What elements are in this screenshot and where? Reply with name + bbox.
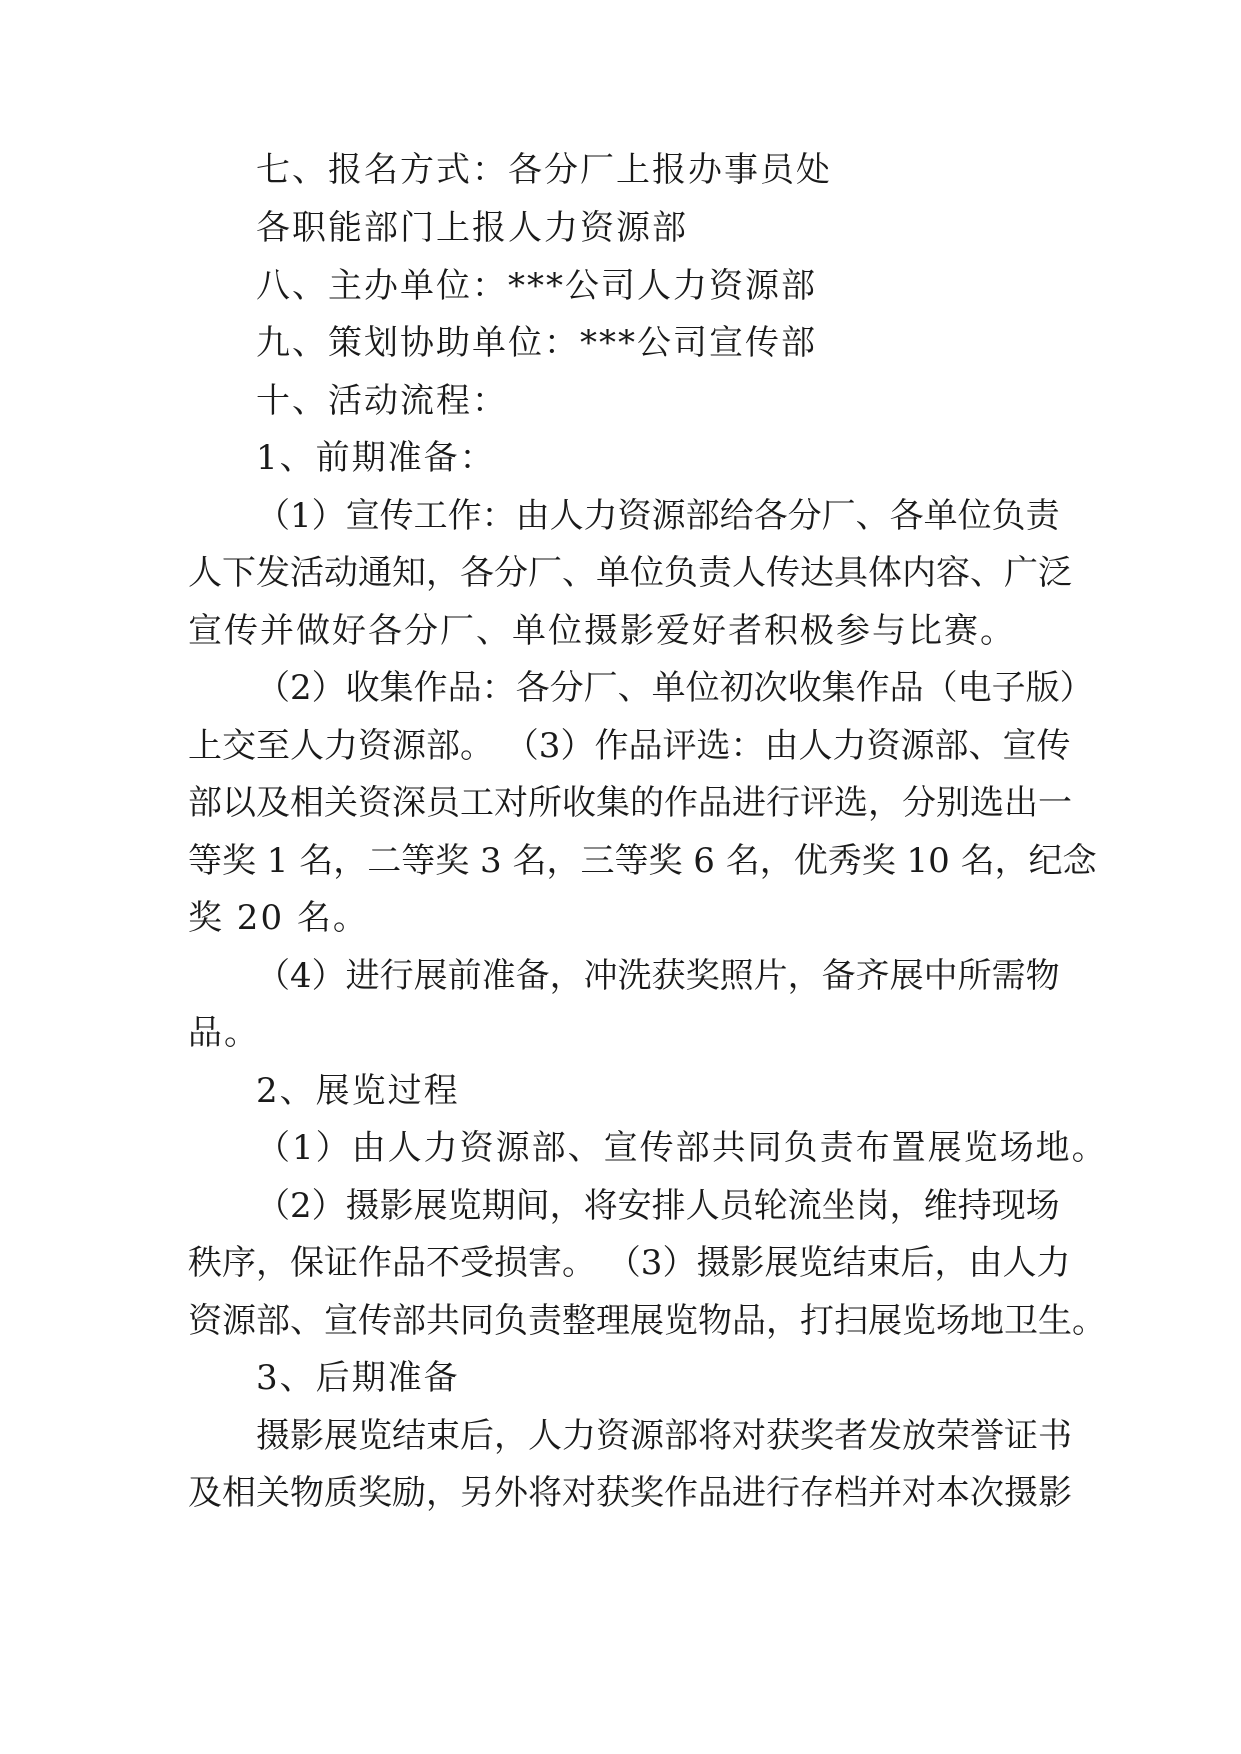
text-line-judging-2: 等奖 1 名，二等奖 3 名，三等奖 6 名，优秀奖 10 名，纪念 — [188, 841, 1097, 881]
text-line-activity-process-heading: 十、活动流程： — [256, 381, 508, 421]
text-line-preparation-heading: 1、前期准备： — [256, 438, 496, 478]
text-line-publicity-2: 人下发活动通知，各分厂、单位负责人传达具体内容、广泛 — [188, 553, 1072, 593]
text-line-registration-method: 七、报名方式：各分厂上报办事员处 — [256, 150, 832, 190]
text-line-collect-1: （2）收集作品：各分厂、单位初次收集作品（电子版） — [256, 668, 1094, 708]
text-line-departments-report: 各职能部门上报人力资源部 — [256, 208, 688, 248]
text-line-publicity-3: 宣传并做好各分厂、单位摄影爱好者积极参与比赛。 — [188, 611, 1016, 651]
text-line-exhibition-duty-1: （2）摄影展览期间，将安排人员轮流坐岗，维持现场 — [256, 1186, 1060, 1226]
text-line-exhibition-cleanup: 资源部、宣传部共同负责整理展览物品，打扫展览场地卫生。 — [188, 1301, 1106, 1341]
text-line-organizer: 八、主办单位：***公司人力资源部 — [256, 266, 817, 306]
text-line-co-organizer: 九、策划协助单位：***公司宣传部 — [256, 323, 817, 363]
text-line-publicity-1: （1）宣传工作：由人力资源部给各分厂、各单位负责 — [256, 496, 1060, 536]
text-line-follow-up-2: 及相关物质奖励，另外将对获奖作品进行存档并对本次摄影 — [188, 1473, 1072, 1513]
text-line-pre-exhibition-1: （4）进行展前准备，冲洗获奖照片，备齐展中所需物 — [256, 956, 1060, 996]
text-line-judging-1: 部以及相关资深员工对所收集的作品进行评选，分别选出一 — [188, 783, 1072, 823]
text-line-follow-up-1: 摄影展览结束后，人力资源部将对获奖者发放荣誉证书 — [256, 1416, 1072, 1456]
text-line-exhibition-setup: （1）由人力资源部、宣传部共同负责布置展览场地。 — [256, 1128, 1108, 1168]
text-line-exhibition-duty-2: 秩序，保证作品不受损害。 （3）摄影展览结束后，由人力 — [188, 1243, 1071, 1283]
text-line-follow-up-heading: 3、后期准备 — [256, 1358, 460, 1398]
text-line-exhibition-heading: 2、展览过程 — [256, 1071, 460, 1111]
text-line-pre-exhibition-2: 品。 — [188, 1013, 260, 1053]
text-line-collect-2: 上交至人力资源部。 （3）作品评选：由人力资源部、宣传 — [188, 726, 1071, 766]
text-line-judging-3: 奖 20 名。 — [188, 898, 369, 938]
